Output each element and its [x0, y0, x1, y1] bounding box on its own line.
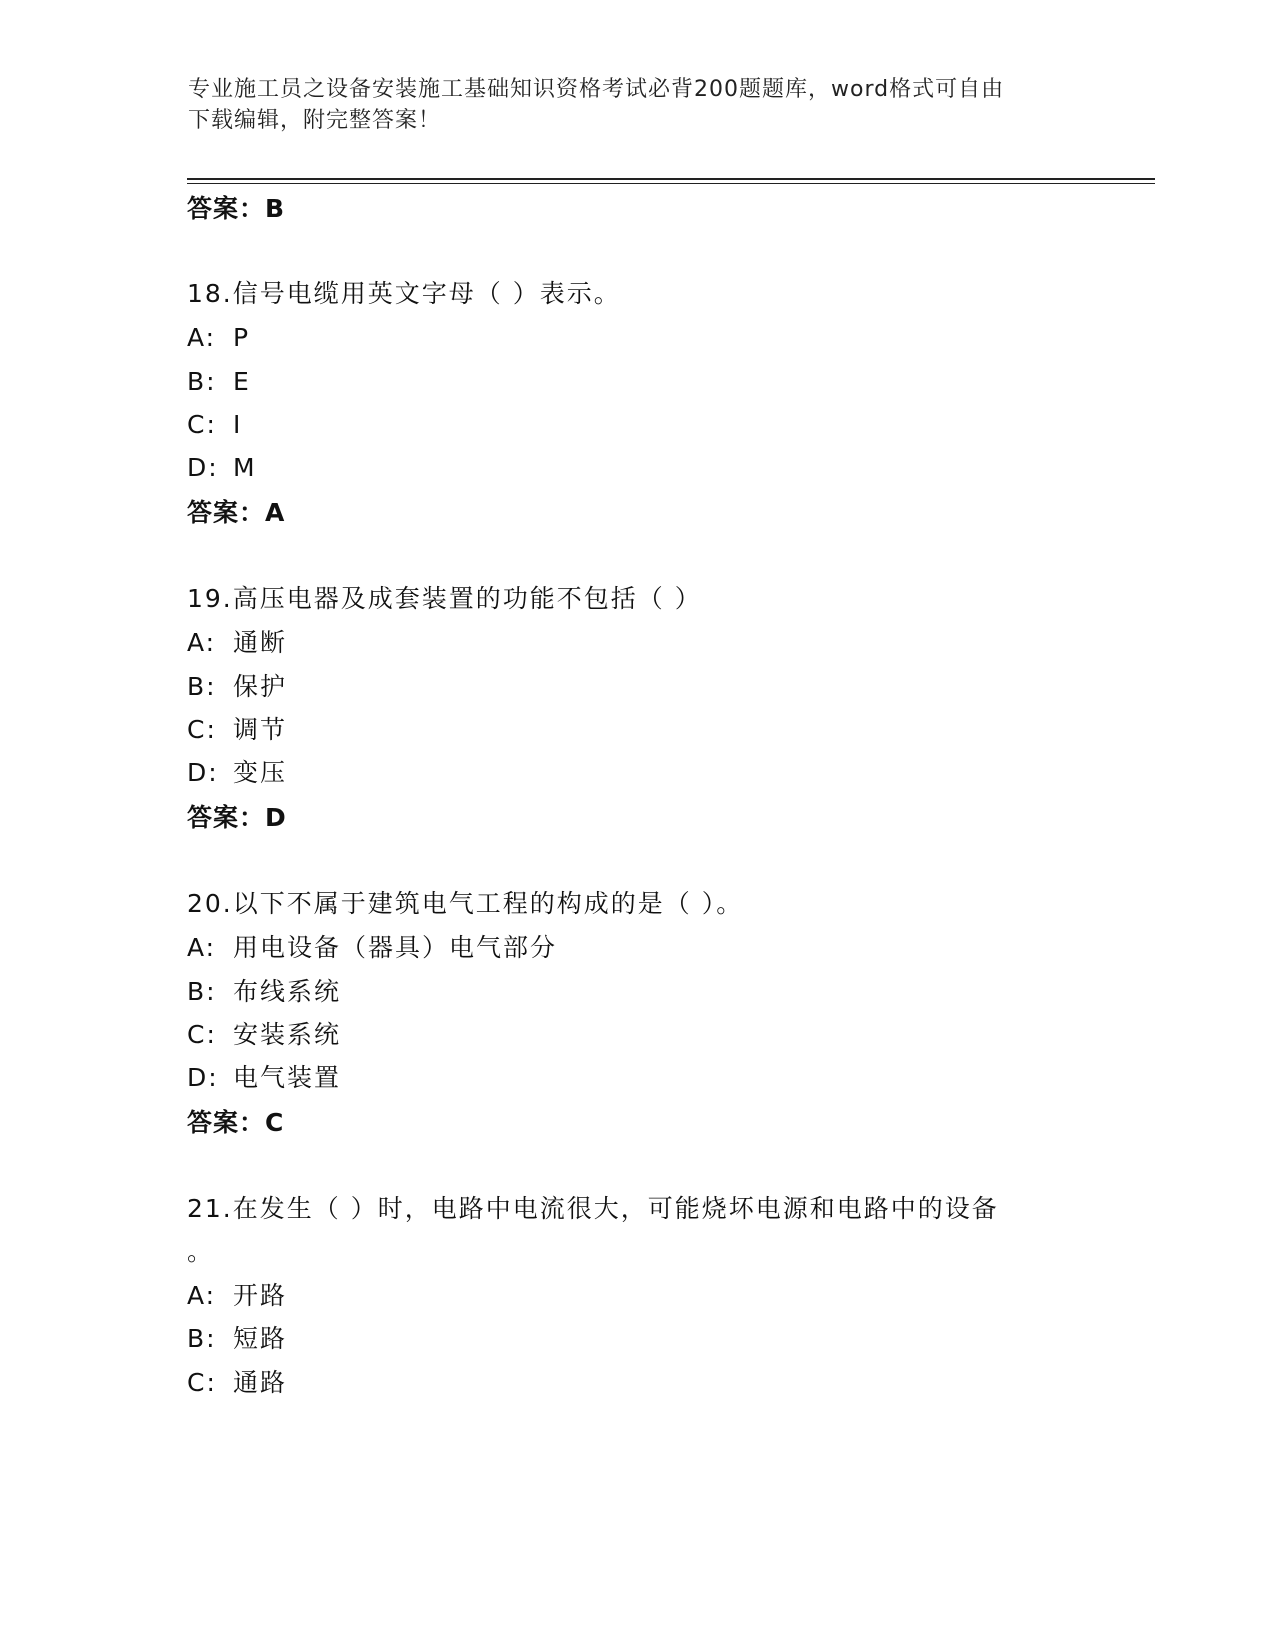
question-18-text: 18.信号电缆用英文字母（ ）表示。 — [187, 279, 621, 308]
option-key: A: — [187, 628, 217, 657]
option-key: C: — [187, 410, 217, 439]
option-key: D: — [187, 453, 219, 482]
option-text: 布线系统 — [233, 977, 342, 1006]
question-19-option-b — [187, 671, 287, 703]
question-20-option-c — [187, 1019, 341, 1051]
option-key: B: — [187, 672, 217, 701]
question-21-option-b — [187, 1323, 287, 1355]
option-text: 通断 — [233, 628, 288, 657]
question-18-answer: 答案：A — [187, 498, 286, 527]
header-rule-thick — [187, 178, 1155, 180]
question-18-option-a — [187, 322, 250, 354]
question-18-option-c — [187, 409, 242, 441]
option-text: 变压 — [233, 758, 288, 787]
header-line-1: 专业施工员之设备安装施工基础知识资格考试必背200题题库，word格式可自由 — [188, 77, 1005, 102]
question-20-answer: 答案：C — [187, 1108, 285, 1137]
option-key: C: — [187, 715, 217, 744]
question-19-option-a — [187, 627, 287, 659]
option-text: 保护 — [233, 672, 288, 701]
option-key: A: — [187, 1281, 217, 1310]
question-19-text: 19.高压电器及成套装置的功能不包括（ ） — [187, 584, 702, 613]
option-text: 开路 — [233, 1281, 288, 1310]
option-text: 调节 — [233, 715, 288, 744]
question-21-text-continued: 。 — [187, 1237, 215, 1266]
question-20-option-d — [187, 1062, 341, 1094]
question-21-option-c — [187, 1367, 287, 1399]
option-text: 用电设备（器具）电气部分 — [233, 933, 558, 962]
question-21-text: 21.在发生（ ）时，电路中电流很大，可能烧坏电源和电路中的设备 — [187, 1194, 999, 1223]
question-18-option-d — [187, 452, 257, 484]
option-text: 短路 — [233, 1324, 288, 1353]
previous-answer: 答案：B — [187, 194, 286, 223]
question-20-option-b — [187, 976, 341, 1008]
question-18-option-b — [187, 366, 251, 398]
option-key: A: — [187, 323, 217, 352]
option-text: E — [233, 367, 251, 396]
question-21-option-a — [187, 1280, 287, 1312]
option-text: M — [233, 453, 257, 482]
option-key: B: — [187, 977, 217, 1006]
option-text: 安装系统 — [233, 1020, 342, 1049]
option-key: C: — [187, 1020, 217, 1049]
option-text: I — [233, 410, 243, 439]
option-key: A: — [187, 933, 217, 962]
header-rule-thin — [187, 183, 1155, 184]
option-text: P — [233, 323, 251, 352]
header-line-2: 下载编辑，附完整答案！ — [188, 108, 442, 133]
option-key: B: — [187, 1324, 217, 1353]
option-text: 电气装置 — [233, 1063, 342, 1092]
question-19-answer: 答案：D — [187, 803, 287, 832]
option-key: D: — [187, 1063, 219, 1092]
question-20-option-a — [187, 932, 557, 964]
option-key: C: — [187, 1368, 217, 1397]
document-header — [188, 74, 1068, 136]
option-key: B: — [187, 367, 217, 396]
question-19-option-c — [187, 714, 287, 746]
option-text: 通路 — [233, 1368, 288, 1397]
option-key: D: — [187, 758, 219, 787]
question-20-text: 20.以下不属于建筑电气工程的构成的是（ ）。 — [187, 889, 744, 918]
question-19-option-d — [187, 757, 287, 789]
